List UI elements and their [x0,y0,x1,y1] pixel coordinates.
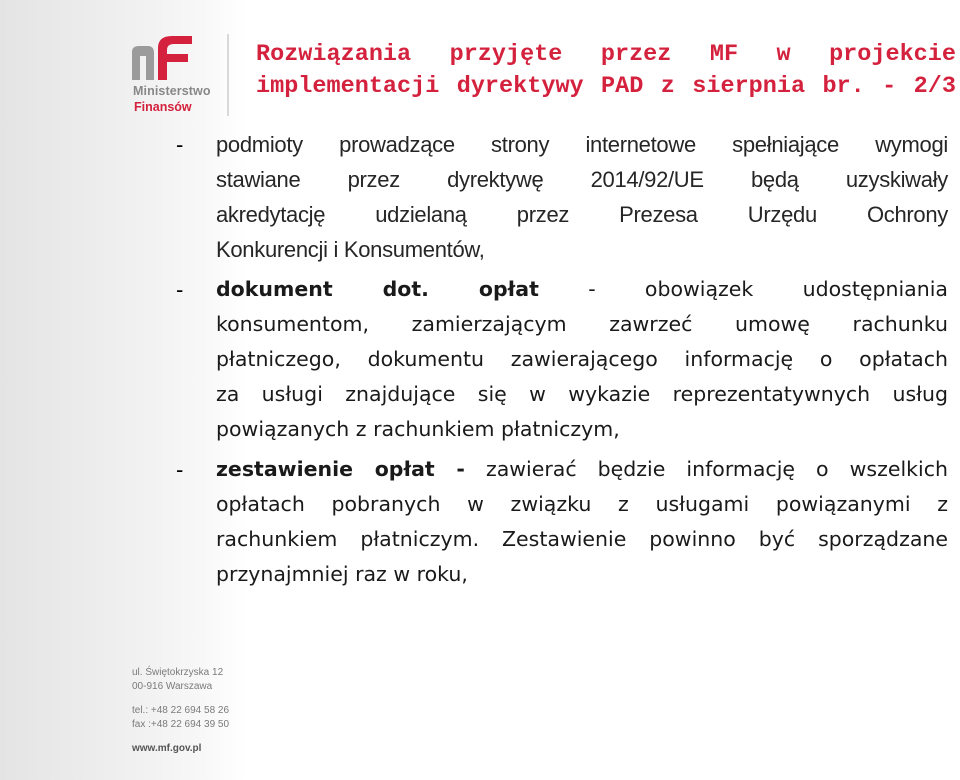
bullet-dash: - [176,277,184,302]
bullet-line: Konkurencji i Konsumentów, [216,237,485,262]
bullet-item [176,272,948,447]
bullet-term: dokument dot. opłat [216,277,539,301]
logo-text-finansow: Finansów [134,100,192,114]
slide-title [256,39,956,103]
title-line-1: Rozwiązania przyjęte przez MF w projekcie [256,41,956,68]
bullet-dash: - [176,457,184,482]
bullet-line: stawiane przez dyrektywę 2014/92/UE będą uzyskiwały [216,167,948,192]
bullet-line: za usługi znajdujące się w wykazie reprezentatywnych usług [216,382,948,406]
header-divider [227,34,229,116]
bullet-first-line [216,272,948,307]
logo-f-shape [158,36,192,80]
address-city: 00-916 Warszawa [132,681,213,692]
bullet-line: rachunkiem płatniczym. Zestawienie powinno być sporządzane [216,527,948,551]
website-link[interactable]: www.mf.gov.pl [132,743,202,754]
mf-logo-icon [130,34,200,80]
bullet-dash: - [176,132,184,157]
bullet-line: powiązanych z rachunkiem płatniczym, [216,417,620,441]
logo-m-shape [132,46,154,80]
bullet-item [176,127,948,267]
bullet-line: opłatach pobranych w związku z usługami powiązanymi z [216,492,948,516]
bullet-text: - obowiązek udostępniania [588,277,948,301]
bullet-text: zawierać będzie informację o wszelkich [485,457,948,481]
footer-phones [132,704,229,732]
bullet-item [176,452,948,592]
bullet-line: akredytację udzielaną przez Prezesa Urzędu Ochrony [216,202,948,227]
bullet-line: konsumentom, zamierzającym zawrzeć umowę rachunku [216,312,948,336]
slide-body [176,127,948,592]
bullet-line: przynajmniej raz w roku, [216,562,468,586]
ministry-logo [130,34,226,118]
fax-number: fax :+48 22 694 39 50 [132,719,230,730]
logo-text-ministerstwo: Ministerstwo [133,84,211,98]
bullet-line: płatniczego, dokumentu zawierającego informację o opłatach [216,347,948,371]
title-line-2: implementacji dyrektywy PAD z sierpnia br. - 2/3 [256,73,956,100]
footer-address [132,666,229,694]
bullet-line: podmioty prowadzące strony internetowe spełniające wymogi [216,132,948,157]
phone-number: tel.: +48 22 694 58 26 [132,705,230,716]
footer-contact [132,666,229,756]
bullet-term: zestawienie opłat - [216,457,465,481]
address-street: ul. Świętokrzyska 12 [132,667,224,678]
bullet-first-line [216,452,948,487]
